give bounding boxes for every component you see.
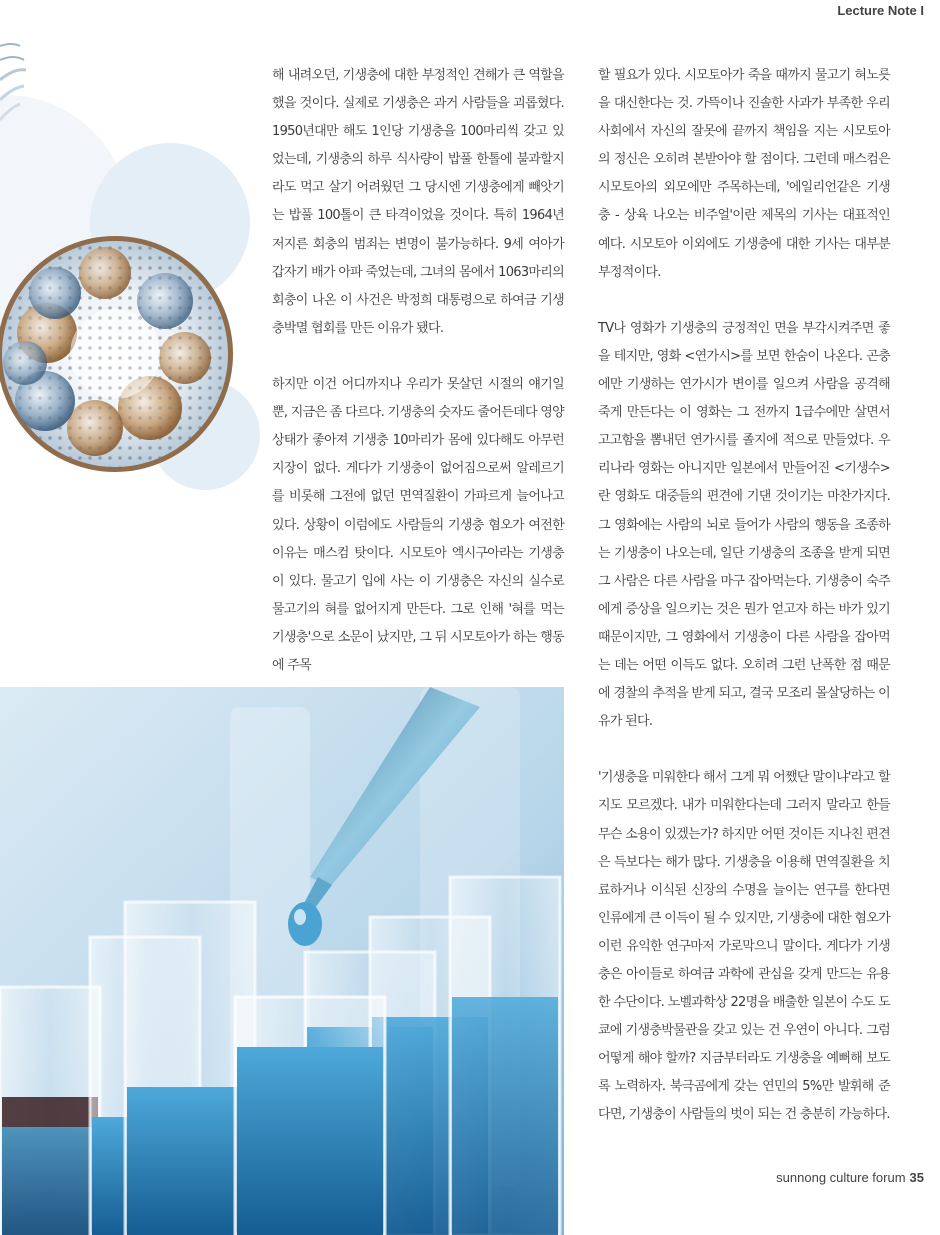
article-paragraph: 해 내려오던, 기생충에 대한 부정적인 견해가 큰 역할을 했을 것이다. 실제로 기생충은 과거 사람들을 괴롭혔다. 1950년대만 해도 1인당 기생충을 100마리씩 갖고 있었는데, 기생충의 하루 식사량이 밥풀 한톨에 불과할지라도 먹고 살기 어려웠던 그 당시엔 기생충에게 빼앗기는 밥풀 100톨이 큰 타격이었을 것이다. 특히 1964년 저지른 회충의 범죄는 변명이 불가능하다. 9세 여아가 갑자기 배가 아파 죽었는데, 그녀의 몸에서 1063마리의 회충이 나온 이 사건은 박정희 대통령으로 하여금 기생충박멸 협회를 만든 이유가 됐다. bbox=[272, 68, 564, 336]
section-header: Lecture Note I bbox=[837, 3, 924, 18]
article-column-right bbox=[598, 62, 890, 1158]
article-paragraph: 하지만 이건 어디까지나 우리가 못살던 시절의 얘기일 뿐, 지금은 좀 다르다. 기생충의 숫자도 줄어든데다 영양상태가 좋아져 기생충 10마리가 몸에 있다해도 아무런 지장이 없다. 게다가 기생충이 없어짐으로써 알레르기를 비롯해 그전에 없던 면역질환이 가파르게 늘어나고 있다. 상황이 이럼에도 사람들의 기생충 혐오가 여전한 이유는 매스컴 탓이다. 시모토아 엑시구아라는 기생충이 있다. 물고기 입에 사는 이 기생충은 자신의 실수로 물고기의 혀를 없어지게 만든다. 그로 인해 '혀를 먹는 기생충'으로 소문이 났지만, 그 뒤 시모토아가 하는 행동에 주목 bbox=[272, 377, 564, 673]
article-paragraph: '기생충을 미워한다 해서 그게 뭐 어쨌단 말이냐'라고 할지도 모르겠다. 내가 미워한다는데 그러지 말라고 한들 무슨 소용이 있겠는가? 하지만 어떤 것이든 지나친 편견은 득보다는 해가 많다. 기생충을 이용해 면역질환을 치료하거나 이식된 신장의 수명을 늘이는 연구를 한다면 인류에게 큰 이득이 될 수 있지만, 기생충에 대한 혐오가 이런 유익한 연구마저 가로막으니 말이다. 게다가 기생충은 아이들로 하여금 과학에 관심을 갖게 만드는 유용한 수단이다. 노벨과학상 22명을 배출한 일본이 수도 도쿄에 기생충박물관을 갖고 있는 건 우연이 아니다. 그럼 어떻게 해야 할까? 지금부터라도 기생충을 예뻐해 보도록 노력하자. 북극곰에게 갖는 연민의 5%만 발휘해 준다면, 기생충이 사람들의 벗이 되는 건 충분히 가능하다. bbox=[598, 770, 890, 1123]
parasite-cell-illustration bbox=[0, 223, 245, 485]
page-number: 35 bbox=[909, 1170, 924, 1185]
publication-name: sunnong culture forum bbox=[776, 1170, 906, 1185]
article-column-left bbox=[272, 62, 564, 708]
article-paragraph: 할 필요가 있다. 시모토아가 죽을 때까지 물고기 혀노릇을 대신한다는 것. 가뜩이나 진솔한 사과가 부족한 우리 사회에서 자신의 잘못에 끝까지 책임을 지는 시모토아의 정신은 오히려 본받아야 할 점이다. 그런데 매스컴은 시모토아의 외모에만 주목하는데, '에일리언같은 기생충 - 상육 나오는 비주얼'이란 제목의 기사는 대표적인 예다. 시모토아 이외에도 기생충에 대한 기사는 대부분 부정적이다. bbox=[598, 68, 890, 280]
article-paragraph: TV나 영화가 기생충의 긍정적인 면을 부각시켜주면 좋을 테지만, 영화 <연가시>를 보면 한숨이 나온다. 곤충에만 기생하는 연가시가 변이를 일으켜 사람을 공격해 죽게 만든다는 이 영화는 그 전까지 1급수에만 살면서 고고함을 뽐내던 연가시를 졸지에 적으로 만들었다. 우리나라 영화는 아니지만 일본에서 만들어진 <기생수>란 영화도 대중들의 편견에 기댄 것이기는 마찬가지다. 그 영화에는 사람의 뇌로 들어가 사람의 행동을 조종하는 기생충이 나오는데, 일단 기생충의 조종을 받게 되면 그 사람은 다른 사람을 마구 잡아먹는다. 기생충이 숙주에게 증상을 일으키는 것은 뭔가 얻고자 하는 바가 있기 때문이지만, 그 영화에서 기생충이 다른 사람을 잡아먹는 데는 어떤 이득도 없다. 오히려 그런 난폭한 점 때문에 경찰의 추적을 받게 되고, 결국 모조리 몰살당하는 이유가 된다. bbox=[598, 320, 890, 730]
lab-test-tubes-photo bbox=[0, 687, 564, 1235]
page-footer bbox=[776, 1170, 924, 1185]
decorative-arcs bbox=[0, 38, 30, 128]
